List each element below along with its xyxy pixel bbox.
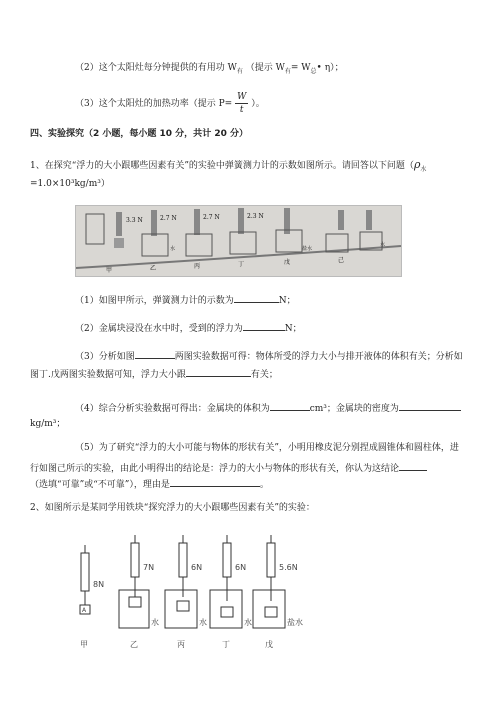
answer-blank[interactable] bbox=[243, 320, 285, 331]
reading-wu: 5.6N bbox=[279, 563, 298, 572]
svg-text:己: 己 bbox=[338, 257, 345, 264]
text: （3）这个太阳灶的加热功率（提示 P= bbox=[75, 99, 233, 109]
q1-part2 bbox=[75, 320, 500, 336]
text: 图丁.戊两图实验数据可知，浮力大小跟 bbox=[30, 370, 186, 380]
answer-blank[interactable] bbox=[270, 400, 310, 411]
q1-part4-unit: kg/m³； bbox=[30, 419, 66, 429]
numerator: W bbox=[237, 92, 247, 102]
text: cm³；金属块的密度为 bbox=[309, 404, 399, 414]
q1-stem-cont: =1.0×10³kg/m³） bbox=[30, 179, 110, 189]
experiment-photo-svg bbox=[76, 206, 401, 276]
denominator: t bbox=[239, 105, 244, 115]
svg-text:丙: 丙 bbox=[194, 263, 201, 270]
buoyancy-diagram bbox=[75, 535, 345, 665]
text: （提示 W bbox=[245, 63, 285, 73]
svg-text:2.7 N: 2.7 N bbox=[203, 214, 220, 221]
block-label: A bbox=[82, 607, 87, 614]
answer-blank[interactable] bbox=[234, 292, 279, 303]
fraction-w-over-t bbox=[235, 91, 248, 116]
svg-text:2.7 N: 2.7 N bbox=[160, 215, 177, 222]
svg-text:水: 水 bbox=[380, 242, 386, 248]
text: （2）金属块浸没在水中时，受到的浮力为 bbox=[75, 324, 243, 334]
subscript: 有 bbox=[236, 67, 243, 75]
svg-text:甲: 甲 bbox=[106, 267, 113, 274]
answer-blank[interactable] bbox=[170, 476, 260, 487]
liquid-bing: 水 bbox=[199, 618, 207, 627]
q1-part3 bbox=[75, 348, 500, 364]
subscript: 有 bbox=[284, 67, 291, 75]
liquid-yi: 水 bbox=[151, 618, 159, 627]
q1-part5-cont2 bbox=[30, 476, 470, 492]
text: • η）； bbox=[316, 63, 344, 73]
q1-stem bbox=[30, 158, 470, 176]
svg-text:丁: 丁 bbox=[238, 261, 245, 268]
svg-text:水: 水 bbox=[170, 246, 176, 252]
answer-blank[interactable] bbox=[186, 366, 251, 377]
svg-text:2.3 N: 2.3 N bbox=[247, 213, 264, 220]
label-wu: 戊 bbox=[265, 640, 273, 649]
section-heading: 四、实验探究（2 小题，每小题 10 分，共计 20 分） bbox=[30, 129, 248, 139]
text: = W bbox=[290, 63, 311, 73]
unit: N； bbox=[278, 296, 296, 306]
photo-reading: 3.3 N bbox=[126, 217, 143, 224]
label-yi: 乙 bbox=[130, 640, 138, 649]
q1-part4 bbox=[75, 400, 500, 416]
text: （2）这个太阳灶每分钟提供的有用功 W bbox=[75, 63, 237, 73]
label-jia: 甲 bbox=[80, 640, 88, 649]
q1-part3-cont bbox=[30, 366, 470, 382]
text: 行如图己所示的实验，由此小明得出的结论是：浮力的大小与物体的形状有关，你认为这结论 bbox=[30, 464, 400, 474]
text: ）。 bbox=[251, 99, 265, 109]
rho-symbol: ρ bbox=[413, 158, 421, 171]
svg-text:盐水: 盐水 bbox=[302, 246, 313, 252]
experiment-photo bbox=[75, 205, 402, 277]
answer-blank[interactable] bbox=[399, 460, 427, 471]
unit: N； bbox=[284, 324, 302, 334]
q1-part1 bbox=[75, 292, 500, 308]
question-line-useful-work bbox=[75, 62, 500, 78]
answer-blank[interactable] bbox=[399, 400, 461, 411]
text: 1、在探究“浮力的大小跟哪些因素有关”的实验中弹簧测力计的示数如图所示。请回答以下问题（ bbox=[30, 161, 414, 171]
buoyancy-diagram-svg bbox=[75, 535, 345, 665]
q1-part5: （5）为了研究“浮力的大小可能与物体的形状有关”，小明用橡皮泥分别捏成圆锥体和圆柱体，进 bbox=[75, 443, 459, 453]
liquid-ding: 水 bbox=[244, 618, 252, 627]
reading-bing: 6N bbox=[191, 563, 203, 572]
reading-jia: 8N bbox=[93, 580, 105, 589]
reading-yi: 7N bbox=[143, 563, 155, 572]
text: （3）分析如图 bbox=[75, 352, 135, 362]
question-line-heating-power bbox=[75, 90, 500, 118]
label-ding: 丁 bbox=[222, 640, 230, 649]
subscript: 总 bbox=[310, 67, 317, 75]
text: 。 bbox=[259, 480, 269, 490]
text: （选填“可靠”或“不可靠”），理由是 bbox=[30, 480, 170, 490]
q2-stem: 2、如图所示是某同学用铁块“探究浮力的大小跟哪些因素有关”的实验： bbox=[30, 503, 315, 513]
subscript: 水 bbox=[420, 165, 427, 173]
label-bing: 丙 bbox=[177, 640, 185, 649]
reading-ding: 6N bbox=[235, 563, 247, 572]
svg-text:乙: 乙 bbox=[150, 265, 157, 272]
text: 有关； bbox=[250, 370, 278, 380]
svg-text:戊: 戊 bbox=[284, 259, 291, 266]
text: （4）综合分析实验数据可得出：金属块的体积为 bbox=[75, 404, 270, 414]
liquid-wu: 盐水 bbox=[287, 618, 303, 627]
text: （1）如图甲所示，弹簧测力计的示数为 bbox=[75, 296, 234, 306]
text: 两图实验数据可得：物体所受的浮力大小与排开液体的体积有关；分析如 bbox=[174, 352, 463, 362]
q1-part5-cont bbox=[30, 460, 470, 476]
answer-blank[interactable] bbox=[135, 348, 175, 359]
